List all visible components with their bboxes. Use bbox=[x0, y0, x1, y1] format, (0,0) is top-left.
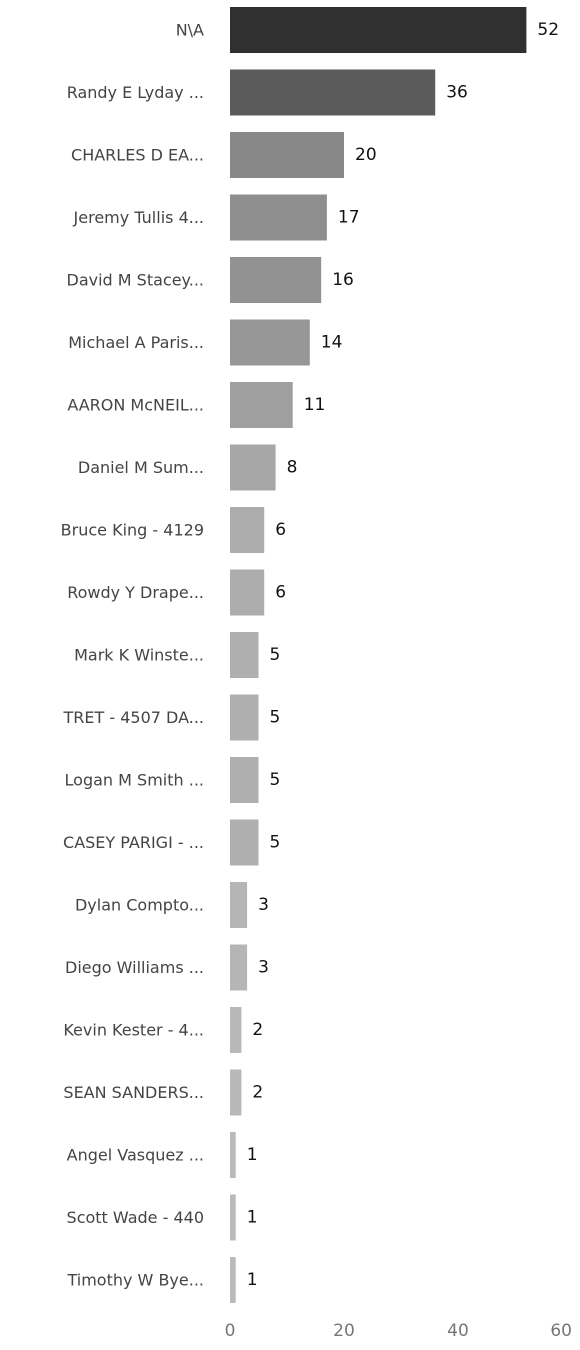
category-label: Mark K Winste... bbox=[74, 645, 204, 665]
bar bbox=[230, 382, 293, 428]
x-tick-label: 20 bbox=[333, 1321, 355, 1341]
bar bbox=[230, 695, 259, 741]
bar bbox=[230, 1070, 241, 1116]
category-label: Logan M Smith ... bbox=[64, 770, 204, 790]
bar bbox=[230, 1257, 236, 1303]
category-label: Kevin Kester - 4... bbox=[63, 1020, 204, 1040]
value-label: 5 bbox=[269, 645, 281, 665]
bar bbox=[230, 257, 321, 303]
x-axis bbox=[225, 1321, 572, 1341]
bar bbox=[230, 320, 310, 366]
category-label: CHARLES D EA... bbox=[71, 145, 204, 165]
category-label: Diego Williams ... bbox=[65, 958, 204, 977]
value-label: 5 bbox=[269, 707, 281, 728]
category-label: N\A bbox=[175, 20, 204, 40]
value-label: 6 bbox=[275, 520, 287, 540]
category-label: David M Stacey... bbox=[66, 270, 204, 290]
value-label: 1 bbox=[246, 1270, 258, 1290]
value-label: 5 bbox=[269, 832, 281, 853]
value-label: 8 bbox=[286, 457, 298, 478]
value-label: 6 bbox=[275, 582, 287, 603]
value-label: 36 bbox=[446, 82, 468, 103]
bar bbox=[230, 132, 344, 178]
value-label: 11 bbox=[303, 395, 326, 415]
bar bbox=[230, 882, 247, 928]
category-label: Bruce King - 4129 bbox=[60, 520, 204, 540]
value-label: 16 bbox=[332, 270, 354, 290]
bar bbox=[230, 632, 259, 678]
bar bbox=[230, 1007, 241, 1053]
bar bbox=[230, 445, 276, 491]
category-label: Jeremy Tullis 4... bbox=[73, 208, 204, 227]
bar bbox=[230, 757, 259, 803]
bar bbox=[230, 7, 526, 53]
bar bbox=[230, 507, 264, 553]
bar bbox=[230, 945, 247, 991]
category-label: TRET - 4507 DA... bbox=[63, 708, 204, 727]
category-label: SEAN SANDERS... bbox=[63, 1083, 204, 1102]
bar bbox=[230, 70, 435, 116]
bar bbox=[230, 570, 264, 616]
bar bbox=[230, 195, 327, 241]
value-label: 17 bbox=[337, 207, 360, 228]
category-label: Scott Wade - 440 bbox=[66, 1208, 204, 1227]
value-label: 3 bbox=[258, 895, 269, 915]
category-label: AARON McNEIL... bbox=[67, 395, 204, 415]
category-label: Angel Vasquez ... bbox=[66, 1145, 204, 1165]
x-tick-label: 40 bbox=[447, 1321, 469, 1341]
bar bbox=[230, 1132, 236, 1178]
x-tick-label: 0 bbox=[224, 1321, 236, 1341]
category-label: CASEY PARIGI - ... bbox=[63, 833, 204, 852]
category-label: Rowdy Y Drape... bbox=[67, 583, 204, 602]
value-label: 20 bbox=[355, 145, 377, 165]
value-label: 2 bbox=[252, 1082, 264, 1103]
value-label: 2 bbox=[252, 1020, 264, 1040]
category-label: Randy E Lyday ... bbox=[66, 83, 204, 102]
category-labels bbox=[61, 21, 204, 1290]
value-label: 14 bbox=[320, 332, 343, 353]
bar bbox=[230, 820, 259, 866]
category-label: Michael A Paris... bbox=[68, 333, 204, 352]
value-label: 1 bbox=[246, 1207, 258, 1228]
bar bbox=[230, 1195, 236, 1241]
category-label: Dylan Compto... bbox=[74, 895, 204, 915]
category-label: Daniel M Sum... bbox=[77, 458, 204, 477]
x-tick-label: 60 bbox=[550, 1321, 572, 1341]
value-label: 1 bbox=[246, 1145, 258, 1165]
value-label: 5 bbox=[269, 770, 281, 790]
value-label: 3 bbox=[258, 957, 269, 978]
category-label: Timothy W Bye... bbox=[67, 1270, 204, 1290]
value-label: 52 bbox=[537, 20, 560, 40]
